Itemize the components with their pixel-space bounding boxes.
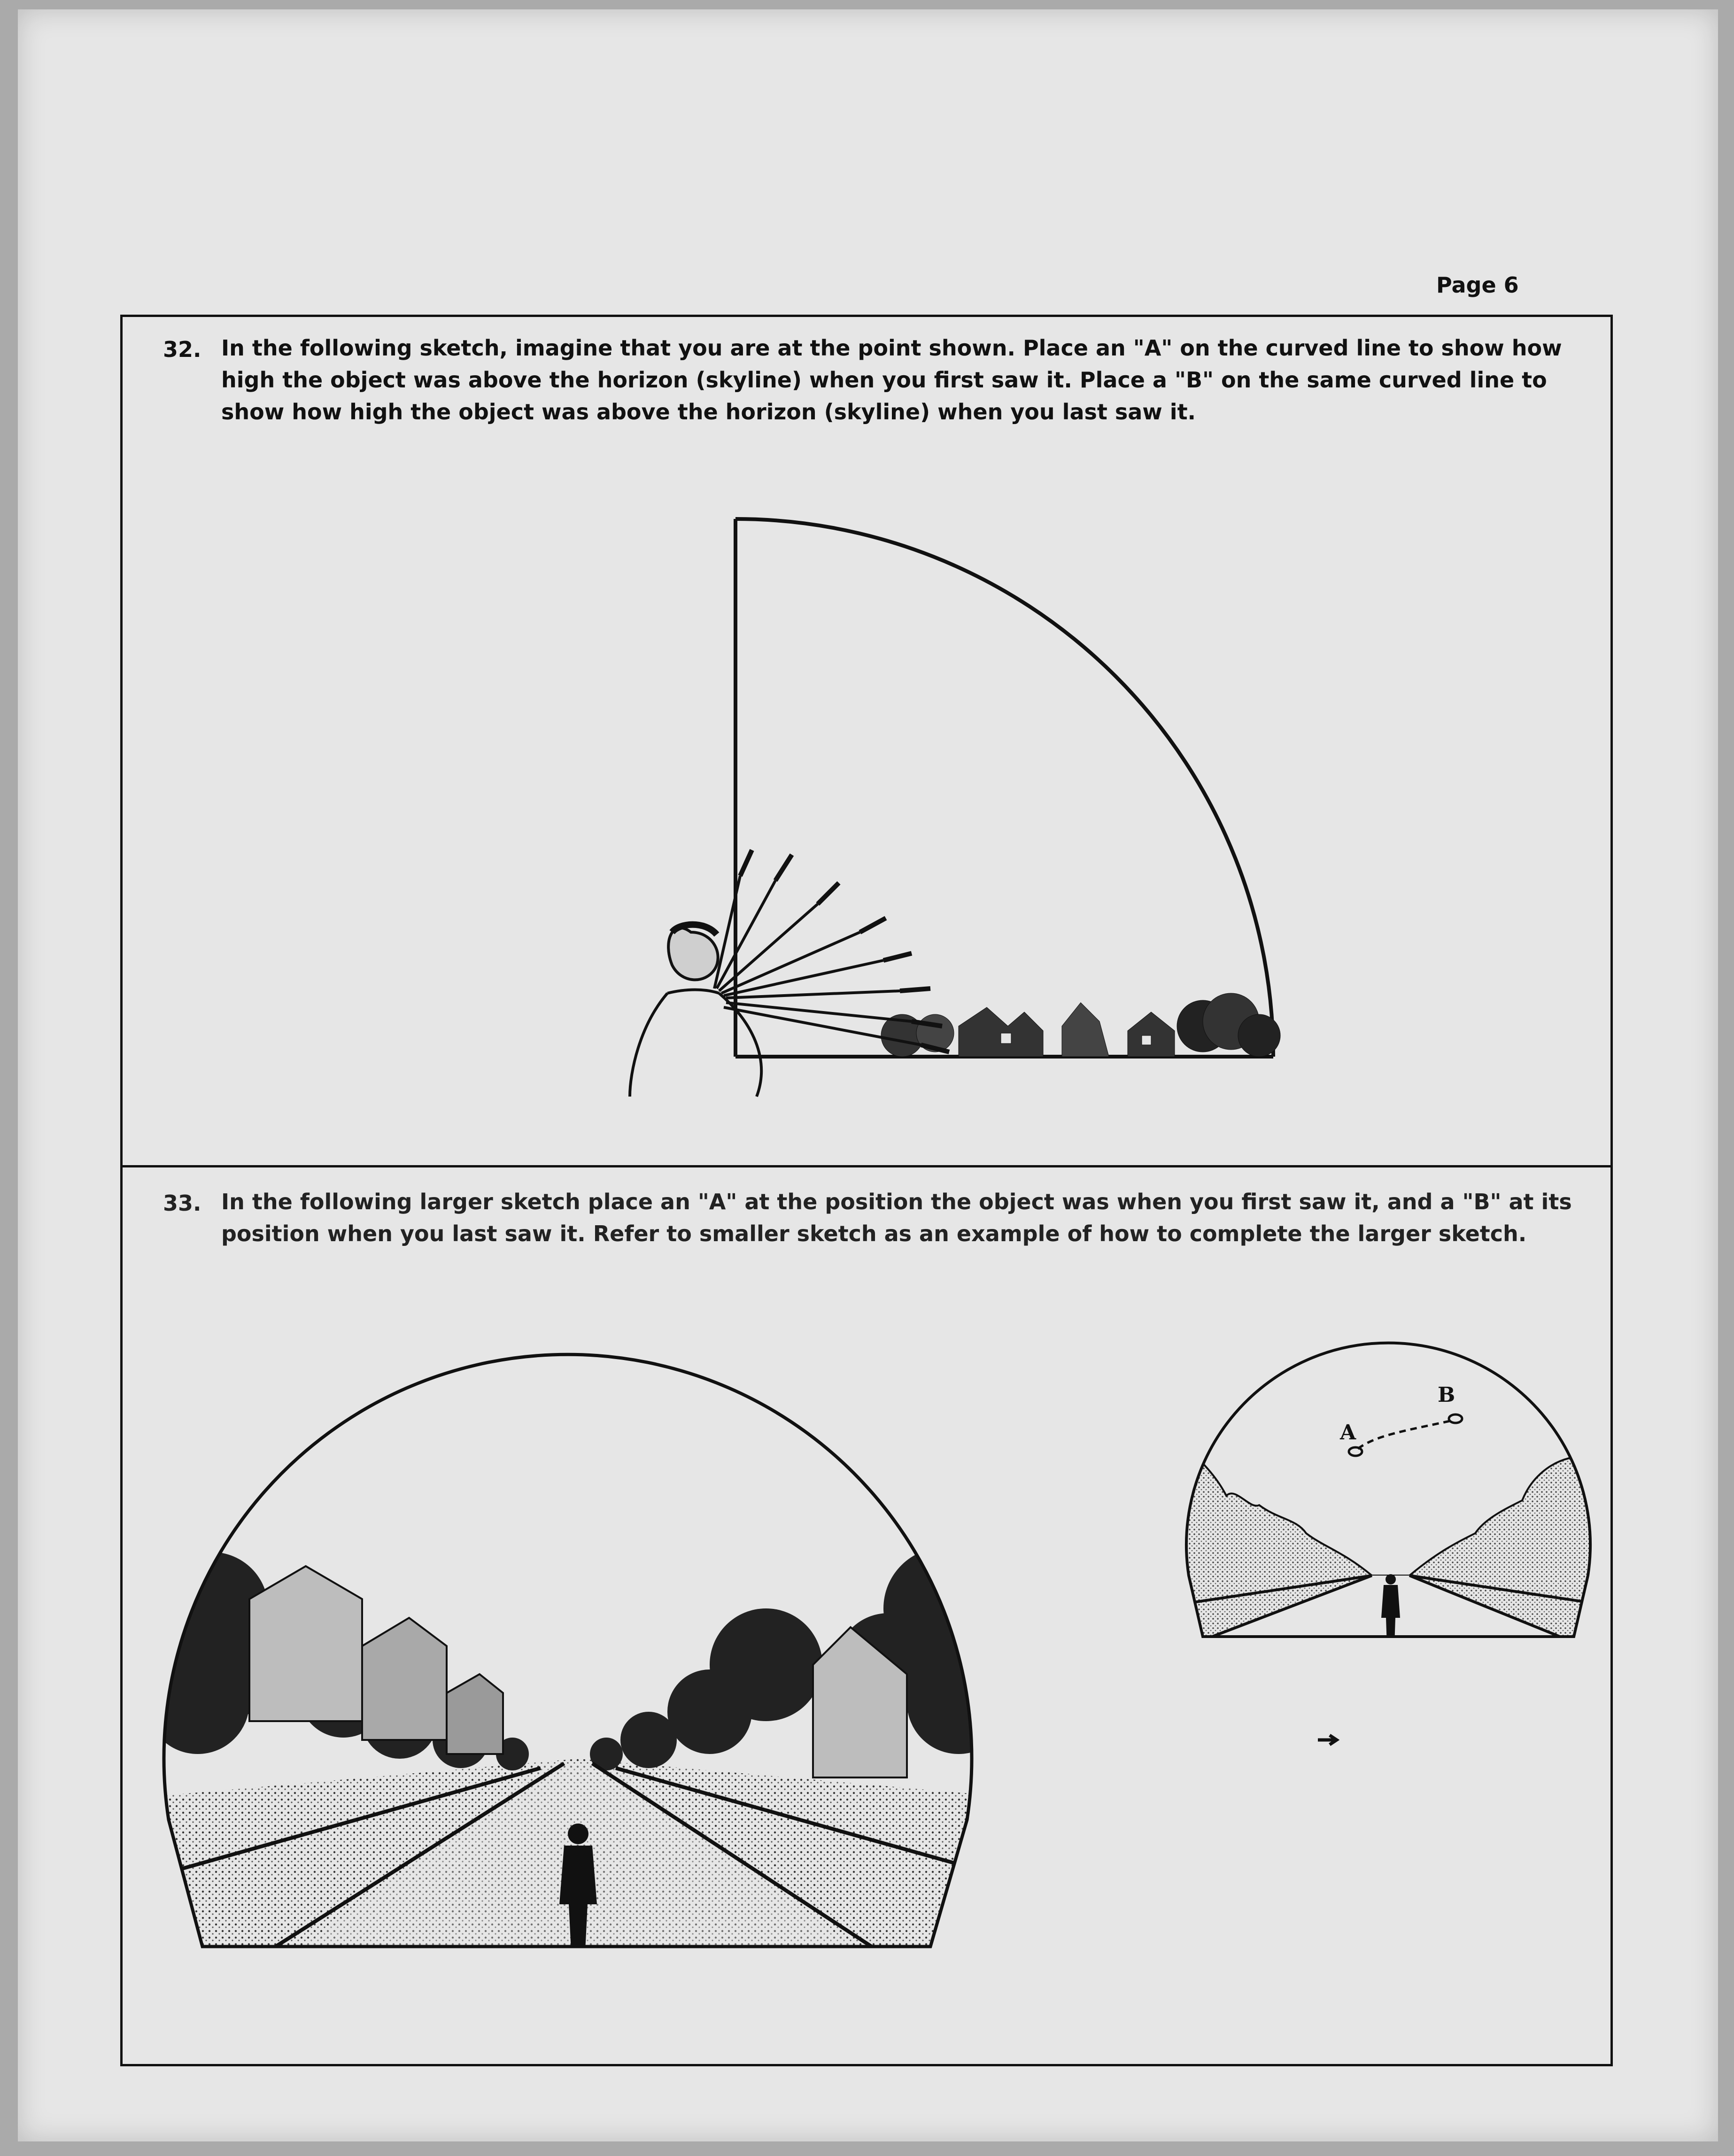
label-b: B — [1438, 1383, 1455, 1407]
question-32-line-2: high the object was above the horizon (skyline) when you first saw it. Place a "B" on the same curved line to — [221, 367, 1547, 393]
person-pointing-icon — [630, 850, 949, 1097]
quarter-circle-sketch — [555, 519, 1287, 1158]
question-33-line-1: In the following larger sketch place an "A" at the position the object was when you first saw it, and a "B" at its — [221, 1189, 1572, 1214]
question-33-line-2: position when you last saw it. Refer to smaller sketch as an example of how to complete the larger sketch. — [221, 1221, 1527, 1246]
small-example-sketch — [1184, 1355, 1597, 1646]
arrow-mark-icon — [1316, 1731, 1344, 1749]
section-divider — [123, 1165, 1610, 1167]
page-number: Page 6 — [1436, 272, 1519, 298]
label-a: A — [1340, 1421, 1356, 1445]
question-32-line-3: show how high the object was above the horizon (skyline) when you last saw it. — [221, 399, 1196, 425]
document-page — [18, 9, 1718, 2141]
question-32-number: 32. — [163, 337, 201, 362]
large-answer-sketch[interactable] — [155, 1364, 1001, 1951]
question-32-text — [221, 332, 1562, 428]
question-32-line-1: In the following sketch, imagine that you are at the point shown. Place an "A" on the curved line to show how — [221, 335, 1562, 361]
question-33-number: 33. — [163, 1190, 201, 1216]
question-33-text — [221, 1186, 1572, 1250]
question-frame — [120, 315, 1613, 2066]
